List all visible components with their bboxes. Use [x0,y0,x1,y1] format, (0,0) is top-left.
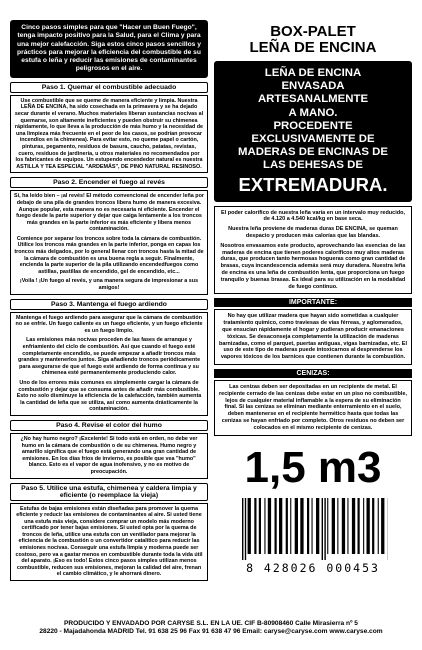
importante-box: No hay que utilizar madera que hayan sido sometidas a cualquier tratamiento químico, como traviesas de vías férreas, y aglomerados, que ensucian rápidamente el hogar y pudieran producir emanaciones tóxicas. Se desaconseja completamente la utilización de maderas barnizadas, como el parquet, puertas antiguas, vigas barnizadas, etc. El uso de este tipo de maderas puede intoxicarnos al desprenderse los vapores tóxicos de los barnices que contienen durante la combustión. [214,309,412,365]
step-paragraph: Las emisiones más nocivas proceden de las fases de arranque y enfriamiento del ciclo de combustión. Así que cuando el fuego esté completamente encendido, se puede empezar a añadir troncos más grandes y mantenerlos juntos. Siga añadiendo troncos periódicamente para asegurarse de que el fuego esté ardiendo de forma continua y su chimenea esté permanentemente produciendo calor. [17,337,201,377]
barcode-bar [327,498,328,554]
barcode-bar [316,498,319,554]
info-paragraph: Nosotros envasamos este producto, aprovechando las esencias de las maderas de encina que tienen poderes caloríficos muy altos maderas duras, que producen tanto hermosas hogueras como gran cantidad de brasas, cuya incandescencia además será muy duradera. Nuestra leña de encina es una leña de combustión lenta, que proporciona un fuego tranquilo y buenas brasas. Es ideal para su utilización en la modalidad de fuego continuo. [220,242,406,290]
barcode-bar [367,498,370,554]
barcode-bar [312,498,313,554]
barcode-bar [324,498,325,560]
step-paragraph: ¿No hay humo negro? ¡Excelente! Si todo está en orden, no debe ver humo en la cámara de combustión o de su chimenea. Humo negro y amarillo significa que el fuego está generando una gran cantidad de emisiones. En los días fríos de invierno, es posible que vea "humo" blanco. Esto es el vapor de agua inofensivo, y no es motivo de preocupación. [20,435,198,475]
barcode-bar [300,498,303,554]
steps-list [10,82,208,581]
intro-box: Cinco pasos simples para que "Hacer un Buen Fuego", tenga impacto positivo para la Salud, para el Clima y para una mejor calefacción. Siga estos cinco pasos sencillos y prácticos para mejorar la eficiencia del combustible de su estufa o leña y reducir las emisiones de contaminantes peligrosos en el aire. [10,20,208,78]
barcode-bar [347,498,348,554]
step-paragraph: ¡Voila ! ¡Un fuego al revés, y una manera segura de impresionar a sus amigos! [19,278,199,292]
slogan-line: MADERAS DE ENCINAS DE [238,146,388,159]
barcode [214,498,412,575]
product-title [214,24,412,56]
step-title: Paso 4. Revise el color del humo [10,420,208,431]
left-column [10,20,208,581]
barcode-bar [248,498,251,554]
step-title: Paso 5. Utilice una estufa, chimenea y caldera limpia y eficiente (o reemplace la vieja) [10,483,208,501]
step-box [10,503,208,582]
barcode-bar [264,498,265,554]
barcode-bar [245,498,246,560]
product-title-line-2: LEÑA DE ENCINA [249,39,377,56]
slogan-line: PROCEDENTE [273,119,353,132]
barcode-bar [378,498,379,554]
barcode-bars [238,498,388,560]
barcode-bar [372,498,374,554]
slogan-box [214,61,412,202]
barcode-bar [358,498,360,554]
barcode-bar [242,498,243,560]
volume-label: 1,5 m3 [244,442,382,492]
step-paragraph: Estufas de bajas emisiones están diseñadas para promover la quema eficiente y reducir las emisiones de contaminantes al aire. Si usted tiene una estufa más vieja, considere comprar un modelo más moderno certificado por tener bajas emisiones. Si usted opta por la quema de troncos de leña, utilice una estufa con un ventilador para mejorar la eficiencia de la combustión o un convertidor catalítico para reducir las emisiones nocivas. Conseguir una estufa limpia y moderna puede ser costoso, pero va a gastar menos en combustible durante toda la vida útil del aparato. ¡Eso es todo! Estos cinco pasos simples utilizan menos combustible, reducen sus emisiones, mejoran la calidad del aire, frenan el cambio climático, y le ahorrará dinero. [15,505,203,578]
calorific-info-box [214,206,412,295]
step-paragraph: Mantenga el fuego ardiendo para asegurar que la cámara de combustión no se enfríe. Un fuego caliente es un fuego eficiente, y un fuego eficiente es un fuego limpio. [15,314,203,334]
step-box [10,312,208,416]
barcode-bar [381,498,384,554]
step-box [10,190,208,294]
step-title: Paso 1. Quemar el combustible adecuado [10,82,208,93]
step-box [10,95,208,174]
barcode-bar [279,498,282,554]
step-paragraph: Uno de los errores más comunes es simplemente cargar la cámara de combustión y dejar que se consuma antes de añadir más combustible. Esto no solo disminuye la eficiencia de la calefacción, también aumenta la cantidad de leña que se utiliza, así como aumenta drásticamente la contaminación. [16,379,202,413]
cenizas-box: Las cenizas deben ser depositadas en un recipiente de metal. El recipiente cerrado de las cenizas debe estar en un piso no combustible, lejos de cualquier material inflamable a la espera de su eliminación final. Si las cenizas se eliminan mediante enterramiento en el suelo, deben mantenerse en el recipiente hermético hasta que todas las cenizas se hayan enfriado por completo. Otros residuos no deben ser colocados en el mismo recipiente de cenizas. [214,380,412,436]
step-paragraph: Comience por separar los troncos sobre toda la cámara de combustión. Utilice los troncos más grandes en la parte inferior, ponga en capas los troncos más delgados, por lo general llenar con troncos hasta la mitad de la cámara de combustión es una buena regla a seguir. Finalmente, encienda la parte superior de la pila utilizando encendedfuegos como astillas, pastillas de encendido, gel de encendido, etc... [14,235,204,275]
step-title: Paso 2. Encender el fuego al revés [10,177,208,188]
barcode-bar [352,498,355,554]
slogan-line: ARTESANALMENTE [257,93,369,106]
slogan-line: LAS DEHESAS DE [262,159,363,172]
barcode-bar [337,498,338,554]
cenizas-label: CENIZAS: [214,369,412,378]
barcode-bar [290,498,291,554]
slogan-line: A MANO. [288,106,338,119]
product-title-line-1: BOX-PALET [270,23,356,40]
slogan-line: ENVASADA [281,80,345,93]
step-title: Paso 3. Mantenga el fuego ardiendo [10,299,208,310]
importante-label: IMPORTANTE: [214,298,412,307]
info-paragraph: Nuestra leña proviene de maderas duras DE ENCINA, se queman despacio y producen más calorías que las blandas. [228,226,398,240]
footer-line-1: PRODUCIDO Y ENVADADO POR CARYSE S.L. EN LA UE. CIF B-80908460 Calle Mirasierra nº 5 [64,620,358,627]
footer [0,620,422,637]
barcode-bar [342,498,345,554]
slogan-lines [218,67,408,173]
barcode-number: 8 428026 000453 [246,560,380,575]
barcode-bar [286,498,288,554]
step-paragraph: Use combustible que se queme de manera eficiente y limpia. Nuestra LEÑA DE ENCINA, ha sido cosechada en la primavera y se ha dejado secar durante el verano. Muchos materiales liberan sustancias nocivas al quemarse, son altamente ineficientes y pueden obstruir su chimenea rápidamente, lo que lleva a la producción de más humo y la necesidad de una limpieza más frecuente en el peor de los casos, se podrían provocar incendios en la chimenea). Para evitar esto, no queme papel o cartón, pinturas, pegamento, residuos de basura, caucho, patatas, revistas, cuero, residuos de jardinería, u otros materiales no recomendados por los fabricantes de equipos. Un estupendo encendedor natural es nuestra ASTILLA Y TEA ESPECIAL "ARDEMÁS", DE PINO NATURAL RESINOSO. [14,97,204,170]
barcode-bar [295,498,298,554]
step-paragraph: Sí, ha leído bien – ¡al revés! El método convencional de encender leña por debajo de una pila de grandes troncos libera humo de manera excesiva. Aunque popular, esta manera no es necesaria ni eficiente. Encender el fuego desde la parte superior y dejar que caiga lentamente a los troncos más grandes en la parte inferior es más eficiente y libera menos contaminación. [14,193,204,233]
slogan-line: EXCLUSIVAMENTE DE [251,133,375,146]
step-box [10,433,208,479]
barcode-bar [275,498,277,554]
barcode-bar [332,498,335,554]
info-paragraph: El poder calorífico de nuestra leña varía en un intervalo muy reducido, de 4.120 a 4.540 kcal/kg en base seca. [221,209,405,223]
right-column [214,20,412,575]
footer-line-2: 28220 - Majadahonda MADRID Tel. 91 638 25 96 Fax 91 638 47 96 Email: caryse@caryse.com www.caryse.com [39,628,383,636]
slogan-line: LEÑA DE ENCINA [264,67,362,79]
barcode-bar [259,498,261,554]
barcode-bar [254,498,256,554]
barcode-bar [322,498,323,560]
slogan-big: EXTREMADURA. [238,173,388,195]
barcode-bar [307,498,309,554]
barcode-bar [268,498,271,554]
barcode-bar [363,498,364,554]
